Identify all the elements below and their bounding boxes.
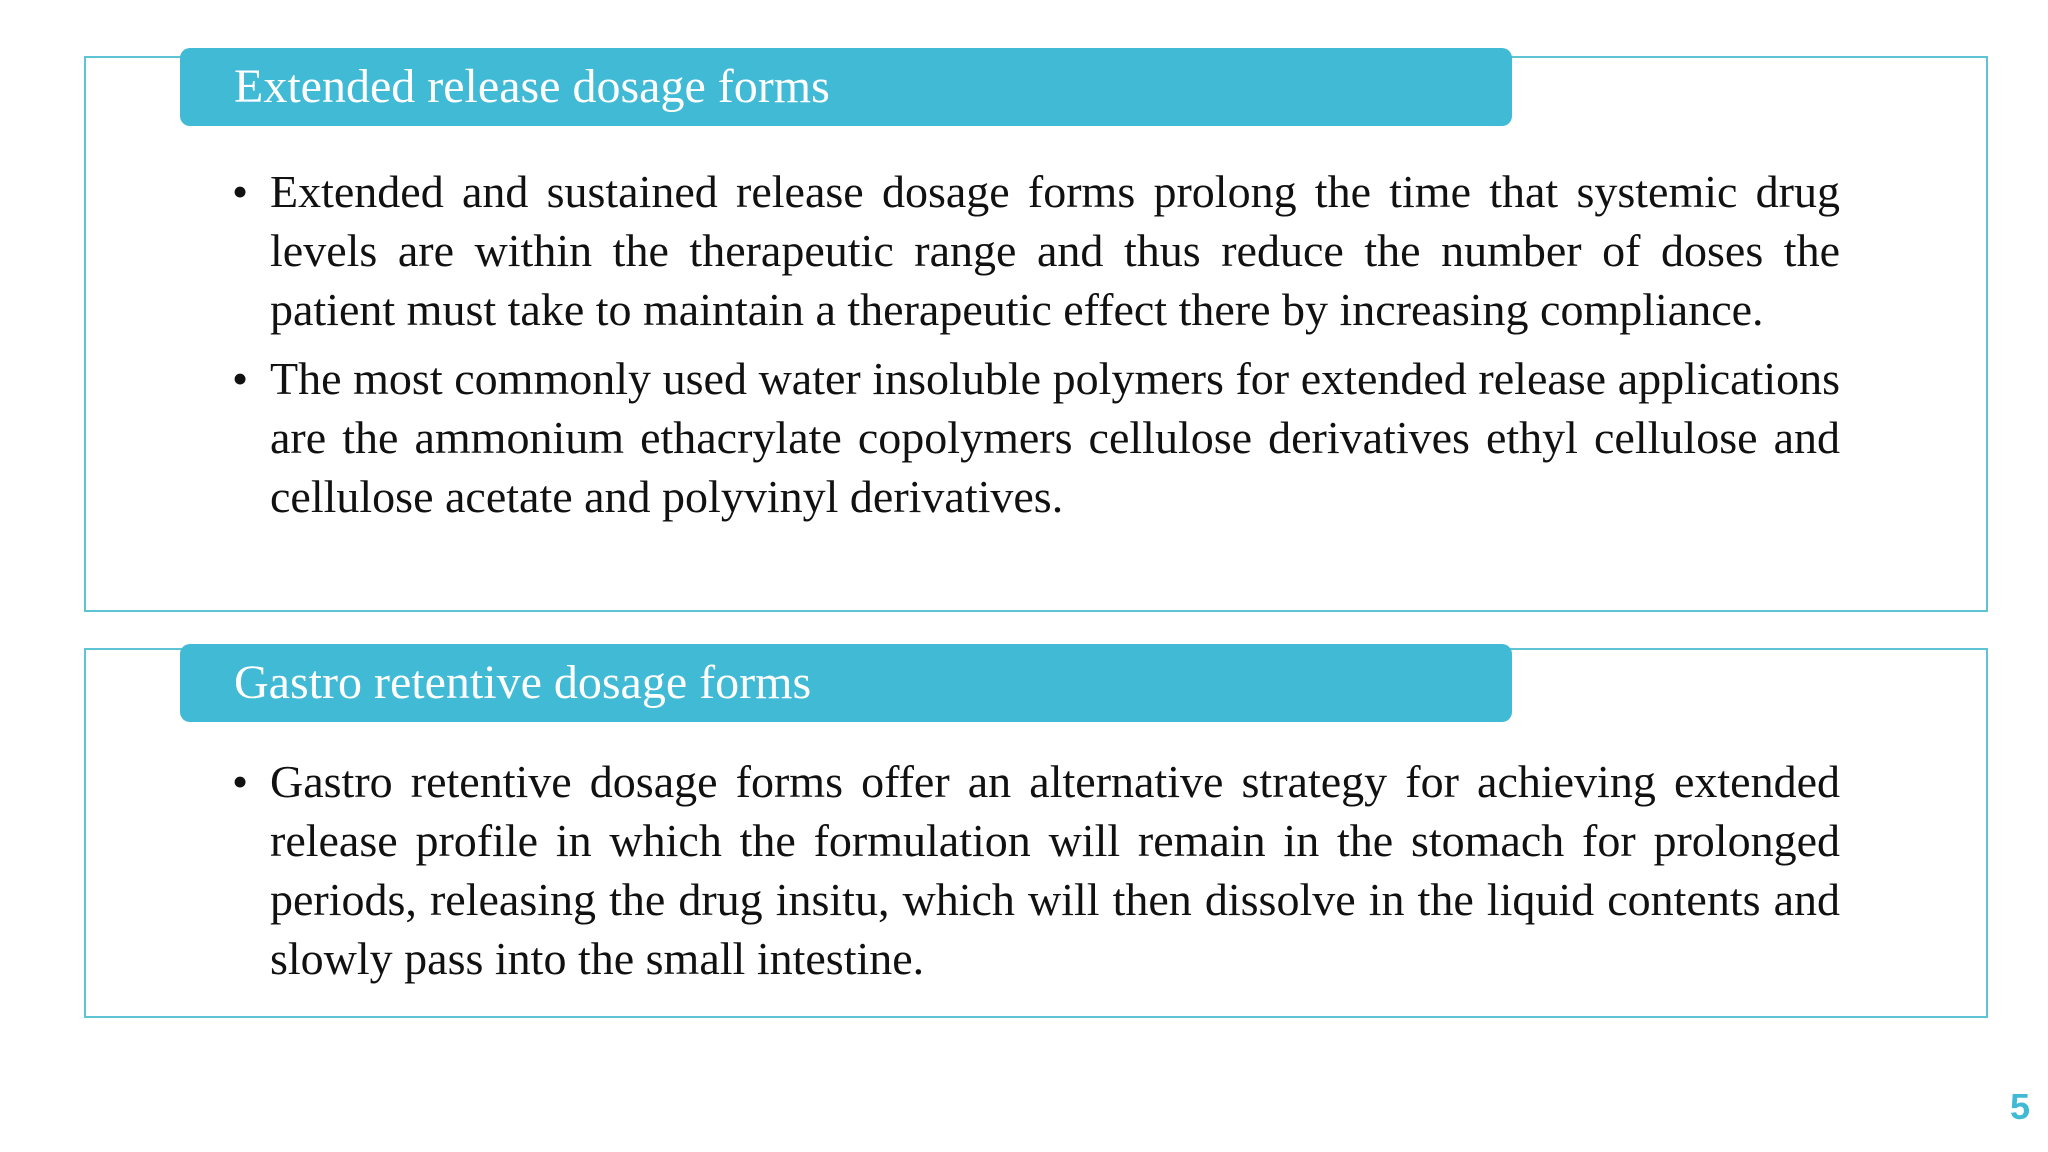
bullet-item: • Gastro retentive dosage forms offer an alternative strategy for achieving extended release profile in which the formulation will remain in the stomach for prolonged periods, releasing the drug insitu, which will then dissolve in the liquid contents and slowly pass into the small intestine. bbox=[230, 752, 1840, 988]
extended-release-bullet-list bbox=[230, 162, 1840, 536]
bullet-item: • The most commonly used water insoluble polymers for extended release applications are the ammonium ethacrylate copolymers cellulose derivatives ethyl cellulose and cellulose acetate and polyvinyl derivatives. bbox=[230, 349, 1840, 526]
gastro-retentive-bullet-list bbox=[230, 752, 1840, 998]
extended-release-header: Extended release dosage forms bbox=[180, 48, 1512, 126]
bullet-item: • Extended and sustained release dosage forms prolong the time that systemic drug levels are within the therapeutic range and thus reduce the number of doses the patient must take to maintain a therapeutic effect there by increasing compliance. bbox=[230, 162, 1840, 339]
gastro-retentive-header: Gastro retentive dosage forms bbox=[180, 644, 1512, 722]
page-number: 5 bbox=[2009, 1086, 2030, 1127]
